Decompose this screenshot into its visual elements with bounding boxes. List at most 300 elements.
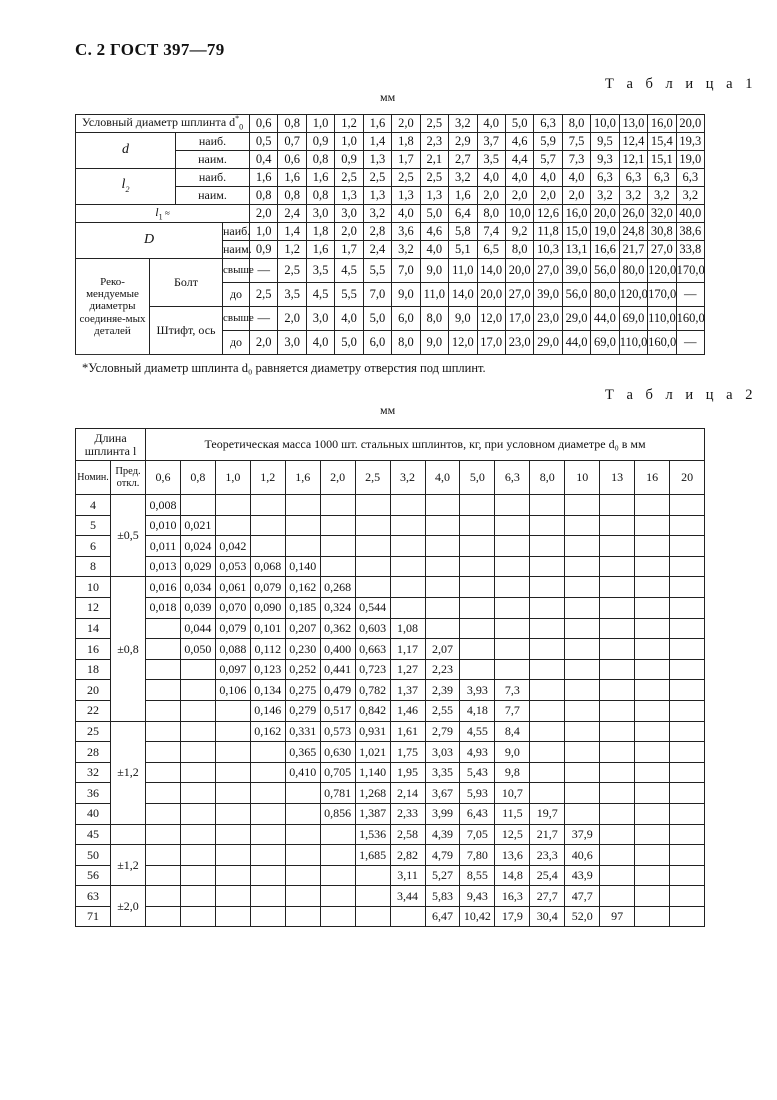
t1-l1-cell: 40,0 [676, 205, 704, 223]
t1-D-max-cell: 2,0 [335, 223, 363, 241]
t1-D-max-cell: 2,8 [363, 223, 391, 241]
t2-mass-cell: 0,603 [355, 618, 390, 639]
t2-length-cell: 45 [76, 824, 111, 845]
t2-mass-cell: 1,08 [390, 618, 425, 639]
t2-tolerance-cell: ±1,2 [111, 721, 146, 824]
t2-mass-cell: 2,58 [390, 824, 425, 845]
t1-l2-max-cell: 4,0 [534, 169, 562, 187]
t2-mass-cell [600, 495, 635, 516]
t2-mass-cell [146, 659, 181, 680]
t2-row [76, 639, 705, 660]
t2-mass-cell [670, 556, 705, 577]
t2-mass-cell [565, 783, 600, 804]
t2-mass-cell: 19,7 [530, 803, 565, 824]
t1-D-min-cell: 27,0 [648, 241, 676, 259]
t1-pin-upto-cell: 9,0 [420, 331, 448, 355]
t1-bolt-above-cell: 56,0 [591, 259, 619, 283]
t2-mass-cell [390, 495, 425, 516]
t2-diameter: 3,2 [390, 461, 425, 495]
t2-mass-cell [250, 742, 285, 763]
t1-l2-max-row [76, 169, 705, 187]
t2-mass-cell: 5,27 [425, 865, 460, 886]
t1-diameter: 1,2 [335, 115, 363, 133]
t2-row [76, 597, 705, 618]
t2-mass-cell [215, 495, 250, 516]
t1-l1-cell: 5,0 [420, 205, 448, 223]
footnote: *Условный диаметр шплинта d₀ равняется диаметру отверстия под шплинт. [82, 361, 486, 375]
t2-mass-cell [600, 824, 635, 845]
t2-mass-cell: 0,207 [285, 618, 320, 639]
t1-bolt-upto-cell: 80,0 [591, 283, 619, 307]
t2-mass-cell: 0,088 [215, 639, 250, 660]
t2-diameter: 1,0 [215, 461, 250, 495]
t1-D-min-cell: 33,8 [676, 241, 704, 259]
t2-mass-cell [285, 845, 320, 866]
t2-mass-cell [180, 700, 215, 721]
t1-l2-max-cell: 6,3 [591, 169, 619, 187]
t1-pin-above-label: свыше [223, 307, 250, 331]
t2-mass-cell [635, 865, 670, 886]
t2-mass-cell [565, 536, 600, 557]
t2-mass-cell [146, 886, 181, 907]
t2-mass-cell: 0,146 [250, 700, 285, 721]
t2-mass-cell [600, 536, 635, 557]
t1-D-min-cell: 1,2 [278, 241, 306, 259]
t1-bolt-above-cell: 80,0 [619, 259, 647, 283]
t2-mass-cell: 16,3 [495, 886, 530, 907]
t1-D-max-cell: 9,2 [505, 223, 533, 241]
t1-l2-max-cell: 1,6 [250, 169, 278, 187]
t2-mass-cell: 1,37 [390, 680, 425, 701]
t1-l2-max-cell: 4,0 [562, 169, 590, 187]
t2-mass-cell [635, 515, 670, 536]
t2-mass-cell: 17,9 [495, 906, 530, 927]
t1-pin-above-cell: — [250, 307, 278, 331]
t1-l2-min-cell: 2,0 [562, 187, 590, 205]
t2-mass-cell [390, 597, 425, 618]
t2-mass-cell: 1,95 [390, 762, 425, 783]
t2-mass-cell [530, 577, 565, 598]
t2-mass-cell [320, 824, 355, 845]
t1-l2-min-cell: 0,8 [306, 187, 334, 205]
t1-d-min-cell: 1,3 [363, 151, 391, 169]
t1-D-max-cell: 4,6 [420, 223, 448, 241]
t2-mass-cell [670, 824, 705, 845]
t2-mass-cell [600, 783, 635, 804]
t2-mass-cell: 0,279 [285, 700, 320, 721]
t2-mass-cell: 4,93 [460, 742, 495, 763]
t2-mass-cell: 1,021 [355, 742, 390, 763]
t2-row [76, 762, 705, 783]
t1-d-max-cell: 7,5 [562, 133, 590, 151]
t1-d-max-cell: 0,7 [278, 133, 306, 151]
t1-diameter: 0,6 [250, 115, 278, 133]
t2-row [76, 659, 705, 680]
t2-mass-cell [635, 536, 670, 557]
t2-mass-cell [180, 762, 215, 783]
t2-mass-cell [635, 742, 670, 763]
t1-bolt-above-cell: 39,0 [562, 259, 590, 283]
t2-mass-cell: 13,6 [495, 845, 530, 866]
t2-mass-cell: 1,61 [390, 721, 425, 742]
t1-d-max-cell: 2,3 [420, 133, 448, 151]
t2-mass-cell [495, 597, 530, 618]
t1-l2-max-cell: 4,0 [477, 169, 505, 187]
t1-pin-above-cell: 6,0 [392, 307, 420, 331]
t1-bolt-above-cell: 14,0 [477, 259, 505, 283]
t1-D-min-cell: 1,7 [335, 241, 363, 259]
t2-mass-cell [495, 659, 530, 680]
t2-mass-cell [285, 865, 320, 886]
t2-mass-cell: 0,230 [285, 639, 320, 660]
t1-l2-max-cell: 4,0 [505, 169, 533, 187]
t1-d-min-label: наим. [176, 151, 250, 169]
t2-length-cell: 32 [76, 762, 111, 783]
t2-diameter: 16 [635, 461, 670, 495]
t1-d-max-cell: 0,9 [306, 133, 334, 151]
t2-mass-cell [320, 536, 355, 557]
t1-l1-cell: 2,4 [278, 205, 306, 223]
t1-bolt-upto-cell: 2,5 [250, 283, 278, 307]
t2-mass-cell [670, 597, 705, 618]
t2-mass-cell [600, 762, 635, 783]
t1-D-max-cell: 38,6 [676, 223, 704, 241]
t1-diameter: 20,0 [676, 115, 704, 133]
t1-l1-cell: 3,0 [306, 205, 334, 223]
t1-pin-above-cell: 17,0 [505, 307, 533, 331]
t2-row [76, 865, 705, 886]
t1-l2-min-cell: 3,2 [591, 187, 619, 205]
t2-row [76, 515, 705, 536]
t1-bolt-above-cell: 170,0 [676, 259, 704, 283]
t2-tolerance-cell: ±1,2 [111, 845, 146, 886]
t2-mass-cell: 27,7 [530, 886, 565, 907]
t2-length-cell: 56 [76, 865, 111, 886]
t2-diameter: 13 [600, 461, 635, 495]
t1-D-min-cell: 3,2 [392, 241, 420, 259]
t2-length-cell: 10 [76, 577, 111, 598]
t2-diameter: 0,8 [180, 461, 215, 495]
t2-length-cell: 50 [76, 845, 111, 866]
t2-mass-cell [530, 639, 565, 660]
t2-mass-cell [670, 495, 705, 516]
t1-pin-upto-cell: 3,0 [278, 331, 306, 355]
t2-mass-cell [565, 618, 600, 639]
t2-mass-cell: 1,140 [355, 762, 390, 783]
t1-l1-cell: 2,0 [250, 205, 278, 223]
t2-mass-cell [600, 803, 635, 824]
t2-mass-cell [495, 577, 530, 598]
t2-mass-cell [530, 597, 565, 618]
t1-bolt-upto-cell: 11,0 [420, 283, 448, 307]
t2-mass-cell [600, 721, 635, 742]
t1-bolt-upto-cell: 120,0 [619, 283, 647, 307]
t2-mass-cell [565, 700, 600, 721]
t1-l1-row [76, 205, 705, 223]
t1-D-min-cell: 13,1 [562, 241, 590, 259]
t1-pin-above-cell: 23,0 [534, 307, 562, 331]
t2-mass-cell [600, 845, 635, 866]
t1-diameter: 2,0 [392, 115, 420, 133]
t1-l1-cell: 10,0 [505, 205, 533, 223]
t2-mass-cell [146, 803, 181, 824]
t2-mass-cell [355, 515, 390, 536]
t2-mass-cell: 1,46 [390, 700, 425, 721]
t1-d-min-cell: 0,8 [306, 151, 334, 169]
t1-bolt-upto-cell: 9,0 [392, 283, 420, 307]
t2-mass-cell [180, 659, 215, 680]
t2-row [76, 536, 705, 557]
t1-l1-cell: 20,0 [591, 205, 619, 223]
t2-mass-cell [635, 556, 670, 577]
t1-d-min-cell: 1,7 [392, 151, 420, 169]
t1-l2-min-cell: 2,0 [505, 187, 533, 205]
t2-mass-cell: 14,8 [495, 865, 530, 886]
t2-mass-cell: 0,331 [285, 721, 320, 742]
t2-mass-cell [215, 906, 250, 927]
t1-D-max-cell: 5,8 [449, 223, 477, 241]
t2-mass-cell [250, 495, 285, 516]
t1-pin-upto-cell: 2,0 [250, 331, 278, 355]
t2-mass-cell [215, 700, 250, 721]
t1-pin-upto-label: до [223, 331, 250, 355]
t1-bolt-upto-label: до [223, 283, 250, 307]
t1-pin-above-row [76, 307, 705, 331]
t2-mass-cell [670, 659, 705, 680]
t1-l2-min-cell: 3,2 [648, 187, 676, 205]
t1-l2-min-cell: 2,0 [477, 187, 505, 205]
t2-diameter: 5,0 [460, 461, 495, 495]
t2-mass-cell: 0,856 [320, 803, 355, 824]
t2-mass-cell: 0,079 [215, 618, 250, 639]
t2-mass-cell [425, 577, 460, 598]
t2-mass-cell: 0,070 [215, 597, 250, 618]
t1-bolt-upto-cell: 20,0 [477, 283, 505, 307]
t2-mass-cell: 5,93 [460, 783, 495, 804]
t2-length-cell: 36 [76, 783, 111, 804]
t2-mass-cell [600, 700, 635, 721]
t2-mass-cell [670, 865, 705, 886]
t2-diameter: 1,6 [285, 461, 320, 495]
t2-row [76, 886, 705, 907]
t1-l1-cell: 26,0 [619, 205, 647, 223]
t2-mass-cell [250, 783, 285, 804]
t2-mass-cell: 0,275 [285, 680, 320, 701]
t2-row [76, 803, 705, 824]
t1-bolt-above-cell: 120,0 [648, 259, 676, 283]
t1-diameter: 16,0 [648, 115, 676, 133]
t2-mass-cell: 0,013 [146, 556, 181, 577]
t1-pin-above-cell: 5,0 [363, 307, 391, 331]
t2-mass-cell: 1,17 [390, 639, 425, 660]
t2-mass-cell: 0,068 [250, 556, 285, 577]
t1-D-max-cell: 19,0 [591, 223, 619, 241]
t1-bolt-upto-cell: — [676, 283, 704, 307]
t2-mass-cell [495, 618, 530, 639]
t2-mass-cell [146, 618, 181, 639]
t1-pin-upto-cell: 160,0 [648, 331, 676, 355]
t1-pin-upto-cell: 5,0 [335, 331, 363, 355]
table1-unit: мм [380, 90, 396, 104]
t1-l2-max-cell: 2,5 [335, 169, 363, 187]
t2-mass-cell: 43,9 [565, 865, 600, 886]
t2-mass-cell [635, 495, 670, 516]
t2-mass-cell [460, 536, 495, 557]
t2-mass-cell: 0,479 [320, 680, 355, 701]
t2-mass-cell [215, 803, 250, 824]
t2-mass-cell [565, 495, 600, 516]
t1-D-min-cell: 8,0 [505, 241, 533, 259]
t2-mass-cell [250, 824, 285, 845]
t2-mass-cell [320, 495, 355, 516]
t2-mass-cell [215, 742, 250, 763]
t2-mass-cell: 0,021 [180, 515, 215, 536]
t2-length-cell: 20 [76, 680, 111, 701]
t2-mass-cell: 1,27 [390, 659, 425, 680]
t1-pin-upto-cell: 4,0 [306, 331, 334, 355]
t2-length-cell: 63 [76, 886, 111, 907]
t1-bolt-upto-cell: 7,0 [363, 283, 391, 307]
t2-mass-cell [250, 886, 285, 907]
t2-mass-cell [635, 845, 670, 866]
t2-mass-cell [600, 515, 635, 536]
t2-mass-cell [600, 639, 635, 660]
t2-mass-cell [565, 721, 600, 742]
t2-mass-cell [146, 865, 181, 886]
t1-diameter: 4,0 [477, 115, 505, 133]
t2-mass-cell [495, 639, 530, 660]
t2-row [76, 824, 705, 845]
t2-mass-cell: 21,7 [530, 824, 565, 845]
t2-mass-cell [670, 742, 705, 763]
t2-mass-cell: 0,101 [250, 618, 285, 639]
t2-mass-cell: 0,029 [180, 556, 215, 577]
t2-mass-cell [670, 515, 705, 536]
t2-mass-cell [250, 803, 285, 824]
t2-tolerance-cell: ±0,8 [111, 577, 146, 721]
table2 [75, 428, 705, 927]
t2-mass-cell [635, 577, 670, 598]
t2-mass-cell [180, 824, 215, 845]
t2-mass-cell: 0,042 [215, 536, 250, 557]
t1-bolt-above-cell: 2,5 [278, 259, 306, 283]
t2-mass-cell: 97 [600, 906, 635, 927]
t2-mass-cell [460, 515, 495, 536]
t2-mass-cell: 0,016 [146, 577, 181, 598]
t2-mass-cell [215, 783, 250, 804]
t1-pin-above-cell: 9,0 [449, 307, 477, 331]
t1-l2-min-cell: 0,8 [250, 187, 278, 205]
t2-mass-cell [635, 618, 670, 639]
t1-pin-upto-cell: 6,0 [363, 331, 391, 355]
t1-l2-min-label: наим. [176, 187, 250, 205]
t2-mass-cell [530, 556, 565, 577]
table2-unit: мм [380, 403, 396, 417]
t2-mass-cell: 3,93 [460, 680, 495, 701]
t2-mass-cell [355, 886, 390, 907]
t1-D-max-cell: 7,4 [477, 223, 505, 241]
t2-mass-cell [146, 824, 181, 845]
t2-diameter: 0,6 [146, 461, 181, 495]
t2-mass-cell: 52,0 [565, 906, 600, 927]
t1-pin-above-cell: 12,0 [477, 307, 505, 331]
t1-D-min-cell: 5,1 [449, 241, 477, 259]
t1-l2-max-label: наиб. [176, 169, 250, 187]
t2-mass-cell: 0,079 [250, 577, 285, 598]
t2-mass-cell [600, 556, 635, 577]
t1-l2-min-cell: 3,2 [676, 187, 704, 205]
t1-d-max-cell: 9,5 [591, 133, 619, 151]
t2-mass-cell [180, 742, 215, 763]
table1 [75, 114, 705, 355]
t2-mass-cell: 0,061 [215, 577, 250, 598]
t2-mass-cell [390, 515, 425, 536]
t1-l2-min-cell: 3,2 [619, 187, 647, 205]
t1-row-label: Условный диаметр шплинта $d^*_0$ [76, 115, 250, 133]
t2-mass-cell: 30,4 [530, 906, 565, 927]
t1-D-min-cell: 2,4 [363, 241, 391, 259]
t2-mass-cell [600, 742, 635, 763]
t2-mass-cell [635, 700, 670, 721]
t2-mass-cell [355, 556, 390, 577]
t1-bolt-upto-cell: 170,0 [648, 283, 676, 307]
t2-mass-cell [600, 680, 635, 701]
t2-mass-cell [460, 597, 495, 618]
t2-mass-cell [425, 515, 460, 536]
t1-diameter: 1,6 [363, 115, 391, 133]
t2-mass-cell: 9,0 [495, 742, 530, 763]
t1-l2-max-cell: 3,2 [449, 169, 477, 187]
t1-d-min-cell: 7,3 [562, 151, 590, 169]
t1-D-min-cell: 6,5 [477, 241, 505, 259]
t1-pin-upto-cell: 23,0 [505, 331, 533, 355]
t1-d-min-cell: 4,4 [505, 151, 533, 169]
t2-mass-cell [670, 783, 705, 804]
t1-l1-cell: 6,4 [449, 205, 477, 223]
t1-bolt-upto-cell: 5,5 [335, 283, 363, 307]
t2-mass-cell: 3,67 [425, 783, 460, 804]
t1-D-min-cell: 1,6 [306, 241, 334, 259]
t2-header-row-1 [76, 429, 705, 461]
t2-mass-cell [670, 680, 705, 701]
t2-mass-cell: 3,03 [425, 742, 460, 763]
t2-mass-cell: 0,050 [180, 639, 215, 660]
t2-mass-cell: 0,140 [285, 556, 320, 577]
t2-mass-cell [215, 824, 250, 845]
t2-mass-cell [460, 618, 495, 639]
t1-D-min-cell: 21,7 [619, 241, 647, 259]
t2-mass-cell [250, 762, 285, 783]
t1-l2-min-cell: 1,3 [363, 187, 391, 205]
t1-d-max-cell: 5,9 [534, 133, 562, 151]
t2-mass-cell [215, 721, 250, 742]
t2-mass-cell [146, 639, 181, 660]
t2-length-cell: 71 [76, 906, 111, 927]
t1-l2-max-cell: 2,5 [420, 169, 448, 187]
t1-D-min-cell: 4,0 [420, 241, 448, 259]
t1-diameter: 2,5 [420, 115, 448, 133]
t2-mass-cell [285, 803, 320, 824]
t2-length-cell: 18 [76, 659, 111, 680]
t2-mass-cell [565, 515, 600, 536]
t2-mass-cell: 0,011 [146, 536, 181, 557]
t2-mass-cell [425, 556, 460, 577]
t2-mass-cell: 0,842 [355, 700, 390, 721]
t2-mass-cell [495, 556, 530, 577]
t2-mass-cell [670, 577, 705, 598]
t2-mass-cell [146, 721, 181, 742]
t1-l2-min-cell: 2,0 [534, 187, 562, 205]
